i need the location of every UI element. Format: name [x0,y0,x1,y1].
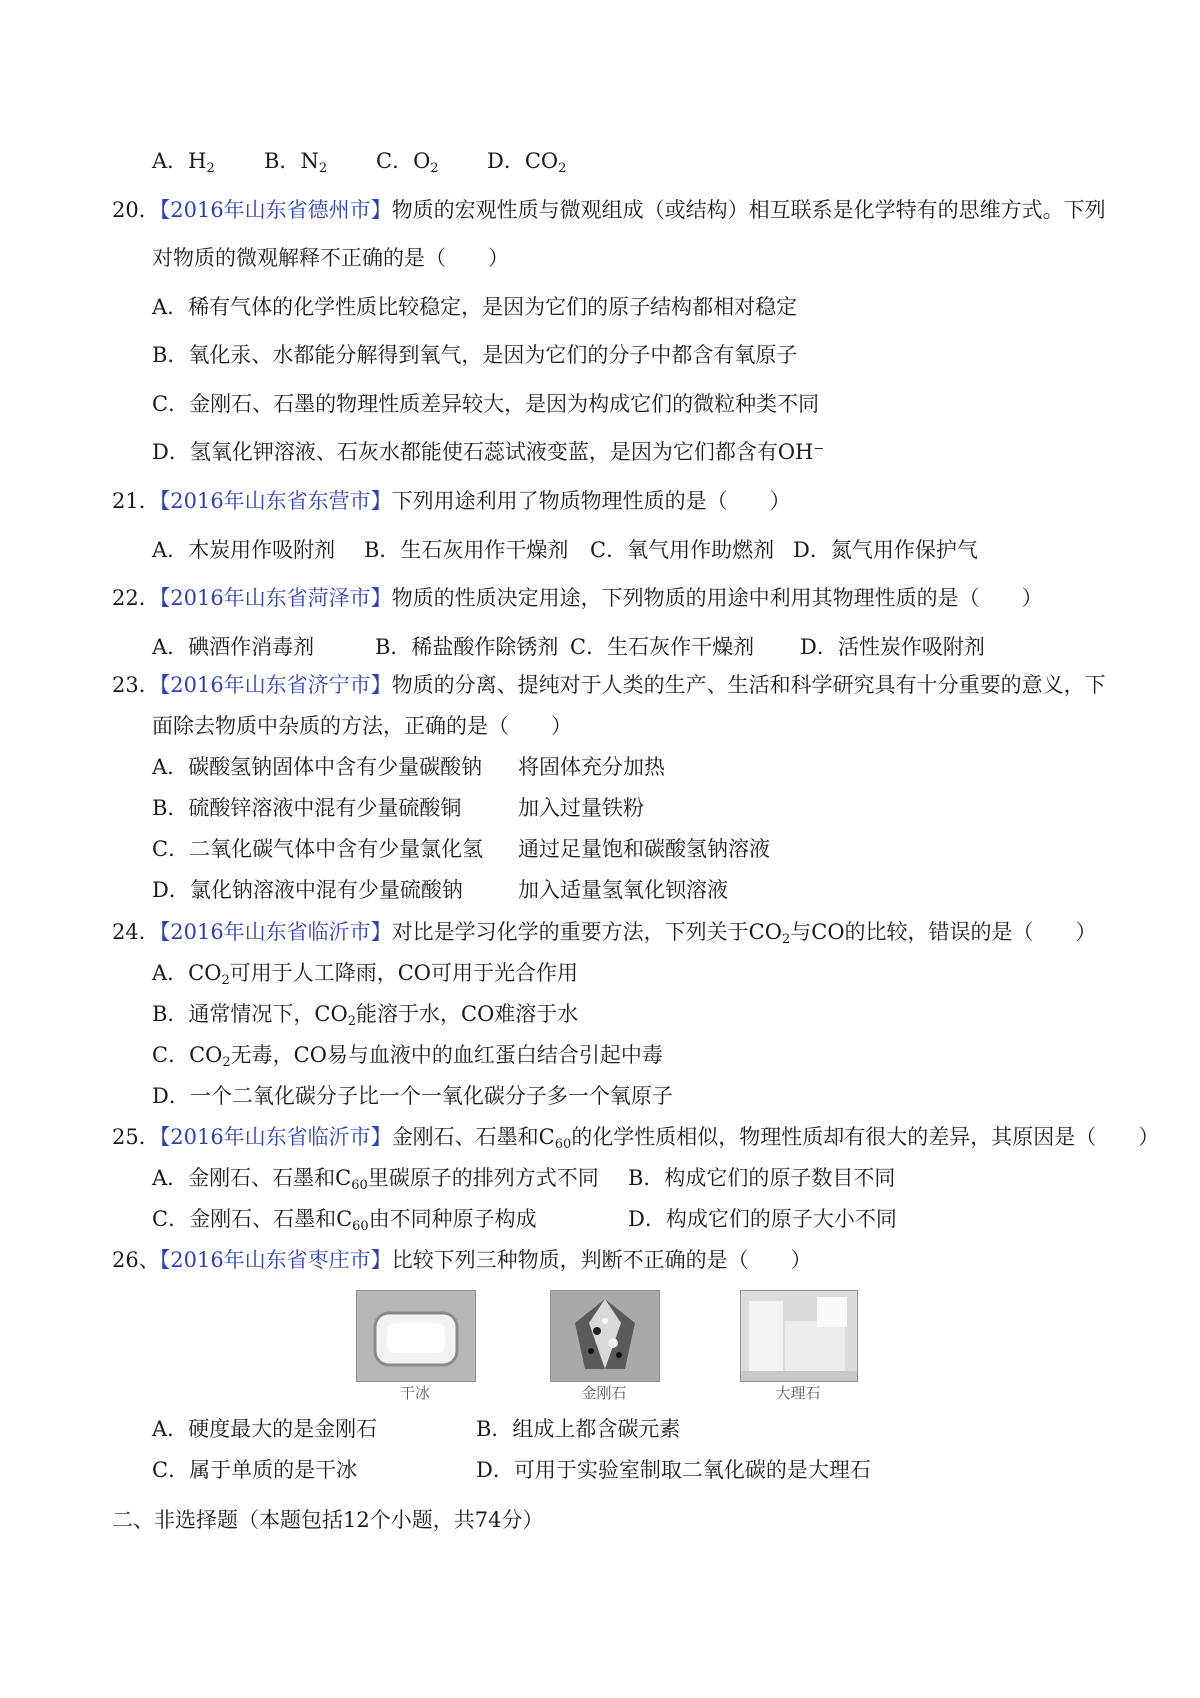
q22-option-a: A．碘酒作消毒剂 [152,635,315,659]
q25-option-b: B．构成它们的原子数目不同 [628,1166,896,1190]
q23-option-c-left: C．二氧化碳气体中含有少量氯化氢 [152,837,484,861]
q25-option-a: A．金刚石、石墨和$C_{60}$里碳原子的排列方式不同 [152,1166,599,1193]
q20-stem-line2: 对物质的微观解释不正确的是（ ） [152,246,509,270]
q24-option-d: D．一个二氧化碳分子比一个一氧化碳分子多一个氧原子 [152,1084,673,1108]
question-number: 26、 [112,1248,160,1272]
source-tag: 【2016年山东省菏泽市】 [159,586,392,610]
caption-diamond: 金刚石 [581,1384,627,1402]
q19-option-b: B．$N_2$ [264,149,328,176]
q22-option-c: C．生石灰作干燥剂 [570,635,755,659]
caption-marble: 大理石 [775,1384,821,1402]
q19-option-d: D．$CO_2$ [487,149,567,176]
q21-option-b: B．生石灰用作干燥剂 [364,538,569,562]
source-tag: 【2016年山东省东营市】 [159,489,392,513]
question-number: 23． [112,673,160,697]
q20-stem-line1: 20．【2016年山东省德州市】物质的宏观性质与微观组成（或结构）相互联系是化学特有的思维方式。下列 [112,198,1106,222]
diamond-photo [550,1290,660,1382]
q26-stem: 26、【2016年山东省枣庄市】比较下列三种物质，判断不正确的是（ ） [112,1248,812,1272]
q25-option-d: D．构成它们的原子大小不同 [628,1207,897,1231]
q22-stem: 22．【2016年山东省菏泽市】物质的性质决定用途，下列物质的用途中利用其物理性质的是（ ） [112,586,1043,610]
q23-option-c-right: 通过足量饱和碳酸氢钠溶液 [518,837,770,861]
q25-option-c: C．金刚石、石墨和$C_{60}$由不同种原子构成 [152,1207,537,1234]
question-number: 24． [112,920,160,944]
q19-option-a: A．$H_2$ [152,149,215,176]
q24-stem: 24．【2016年山东省临沂市】对比是学习化学的重要方法，下列关于$CO_2$与CO的比较，错误的是（ ） [112,920,1097,947]
q26-option-d: D．可用于实验室制取二氧化碳的是大理石 [476,1458,871,1482]
q26-option-a: A．硬度最大的是金刚石 [152,1417,378,1441]
question-number: 20． [112,198,160,222]
question-number: 22． [112,586,160,610]
marble-photo [740,1290,858,1382]
source-tag: 【2016年山东省枣庄市】 [159,1248,392,1272]
dry-ice-photo [356,1290,476,1382]
q22-option-d: D．活性炭作吸附剂 [800,635,985,659]
source-tag: 【2016年山东省临沂市】 [159,1125,392,1149]
q21-option-c: C．氧气用作助燃剂 [590,538,775,562]
q25-stem: 25．【2016年山东省临沂市】金刚石、石墨和$C_{60}$的化学性质相似，物理性质却有很大的差异，其原因是（ ） [112,1125,1160,1152]
q26-option-b: B．组成上都含碳元素 [476,1417,681,1441]
q21-stem: 21．【2016年山东省东营市】下列用途利用了物质物理性质的是（ ） [112,489,791,513]
q20-option-a: A．稀有气体的化学性质比较稳定，是因为它们的原子结构都相对稳定 [152,295,798,319]
q24-option-a: A．$CO_2$可用于人工降雨，CO可用于光合作用 [152,961,579,988]
q26-option-c: C．属于单质的是干冰 [152,1458,358,1482]
question-number: 21． [112,489,160,513]
q20-option-b: B．氧化汞、水都能分解得到氧气，是因为它们的分子中都含有氧原子 [152,343,798,367]
caption-dry-ice: 干冰 [399,1384,430,1402]
section-heading: 二、非选择题（本题包括12个小题，共74分） [112,1508,544,1532]
q20-option-d: D．氢氧化钾溶液、石灰水都能使石蕊试液变蓝，是因为它们都含有OH⁻ [152,440,825,464]
q23-option-a-right: 将固体充分加热 [518,755,665,779]
source-tag: 【2016年山东省德州市】 [159,198,392,222]
q23-stem-line1: 23．【2016年山东省济宁市】物质的分离、提纯对于人类的生产、生活和科学研究具有十分重要的意义，下 [112,673,1106,697]
q23-stem-line2: 面除去物质中杂质的方法，正确的是（ ） [152,714,572,738]
materials-photo-strip [352,1290,862,1402]
q21-option-a: A．木炭用作吸附剂 [152,538,336,562]
q24-option-b: B．通常情况下，$CO_2$能溶于水，CO难溶于水 [152,1002,579,1029]
source-tag: 【2016年山东省济宁市】 [159,673,392,697]
q20-option-c: C．金刚石、石墨的物理性质差异较大，是因为构成它们的微粒种类不同 [152,392,820,416]
q23-option-d-left: D．氯化钠溶液中混有少量硫酸钠 [152,878,463,902]
q19-option-c: C．$O_2$ [376,149,439,176]
question-number: 25． [112,1125,160,1149]
q23-option-b-right: 加入过量铁粉 [518,796,644,820]
q24-option-c: C．$CO_2$无毒，CO易与血液中的血红蛋白结合引起中毒 [152,1043,663,1070]
source-tag: 【2016年山东省临沂市】 [159,920,392,944]
q23-option-a-left: A．碳酸氢钠固体中含有少量碳酸钠 [152,755,483,779]
q23-option-b-left: B．硫酸锌溶液中混有少量硫酸铜 [152,796,462,820]
q22-option-b: B．稀盐酸作除锈剂 [375,635,559,659]
q21-option-d: D．氮气用作保护气 [793,538,978,562]
q23-option-d-right: 加入适量氢氧化钡溶液 [518,878,728,902]
